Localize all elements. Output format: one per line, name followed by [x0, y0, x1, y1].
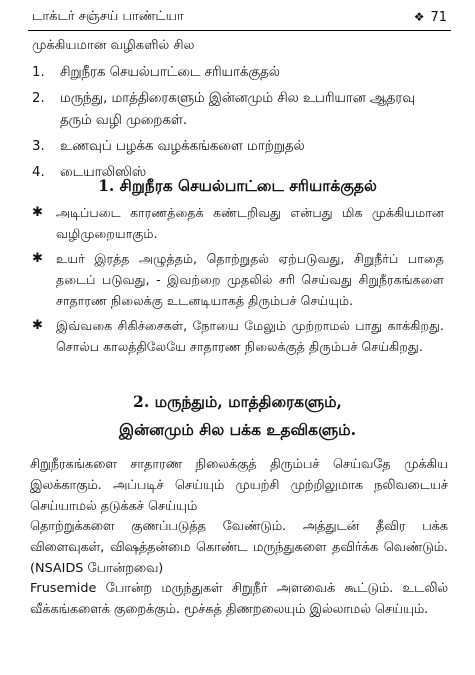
bullet-text: உயர் இரத்த அழுத்தம், தொற்றுதல் ஏற்படுவது, சிறுநீர்ப் பாதை தடைப் படுவது, - இவற்றை முதலில் சரி செய்வது சிறுநீரகங்களை சாதாரண நிலைக்கு உடனடியாகத் திரும்பச் செய்யும். [56, 251, 444, 308]
list-number: 2. [32, 91, 45, 106]
list-number: 4. [32, 165, 45, 180]
body-paragraph: தொற்றுக்களை குணப்படுத்த வேண்டும். அத்துடன் தீவிர பக்க விளைவுகள், விஷத்தன்மை கொண்ட மருந்துகளை தவிர்க்க வெண்டும். (NSAIDS போன்றவை) [30, 519, 448, 576]
list-item [32, 136, 442, 158]
bullet-item [30, 202, 444, 244]
list-text: உணவுப் பழக்க வழக்கங்களை மாற்றுதல் [60, 139, 305, 154]
bullet-list [30, 202, 444, 361]
header-page-number-group [414, 6, 447, 29]
page-header [28, 6, 451, 31]
page-number: 71 [430, 10, 447, 25]
header-author: டாக்டர் சஞ்சய் பாண்ட்யா [32, 9, 184, 24]
section-heading-2-line-2: இன்னமும் சில பக்க உதவிகளும். [119, 420, 356, 439]
section-heading-2-line-1: 2. மருந்தும், மாத்திரைகளும், [133, 392, 342, 411]
asterisk-bullet-icon: ✱ [32, 205, 43, 220]
list-item [32, 62, 442, 84]
asterisk-bullet-icon: ✱ [32, 251, 43, 266]
list-text: டையாலிஸிஸ் [60, 165, 147, 180]
bullet-text: அடிப்படை காரணத்தைக் கண்டறிவது என்பது மிக முக்கியமான வழிமுறையாகும். [56, 205, 444, 241]
section-heading-1: 1. சிறுநீரக செயல்பாட்டை சரியாக்குதல் [98, 176, 377, 195]
intro-line: முக்கியமான வழிகளில் சில [32, 38, 195, 53]
list-text: சிறுநீரக செயல்பாட்டை சரியாக்குதல் [60, 65, 280, 80]
body-paragraph: Frusemide போன்ற மருந்துகள் சிறுநீர் அளவைக் கூட்டும். உடலில் வீக்கங்களைக் குறைக்கும். மூச்சுத் திணறலையும் இல்லாமல் செய்யும். [30, 581, 448, 617]
list-number: 1. [32, 65, 45, 80]
body-paragraph: சிறுநீரகங்களை சாதாரண நிலைக்குத் திரும்பச் செய்வதே முக்கிய இலக்காகும். அப்படிச் செய்யும் முயற்சி முற்றிலுமாக நலிவடையச் செய்யாமல் தடுக்கச் செய்யும் [30, 457, 448, 514]
list-item [32, 88, 442, 132]
bullet-text: இவ்வகை சிகிச்சைகள், நோயை மேலும் முற்றாமல் பாது காக்கிறது. சொல்ப காலத்திலேயே சாதாரண நிலைக்குத் திரும்பச் செய்கிறது. [56, 318, 444, 354]
bullet-item [30, 315, 444, 357]
asterisk-bullet-icon: ✱ [32, 318, 43, 333]
list-number: 3. [32, 139, 45, 154]
numbered-list [32, 62, 442, 188]
bullet-item [30, 248, 444, 311]
list-text: மருந்து, மாத்திரைகளும் இன்னமும் சில உபரியான ஆதரவு தரும் வழி முறைகள். [60, 91, 415, 128]
diamond-ornament-icon: ❖ [413, 10, 425, 24]
